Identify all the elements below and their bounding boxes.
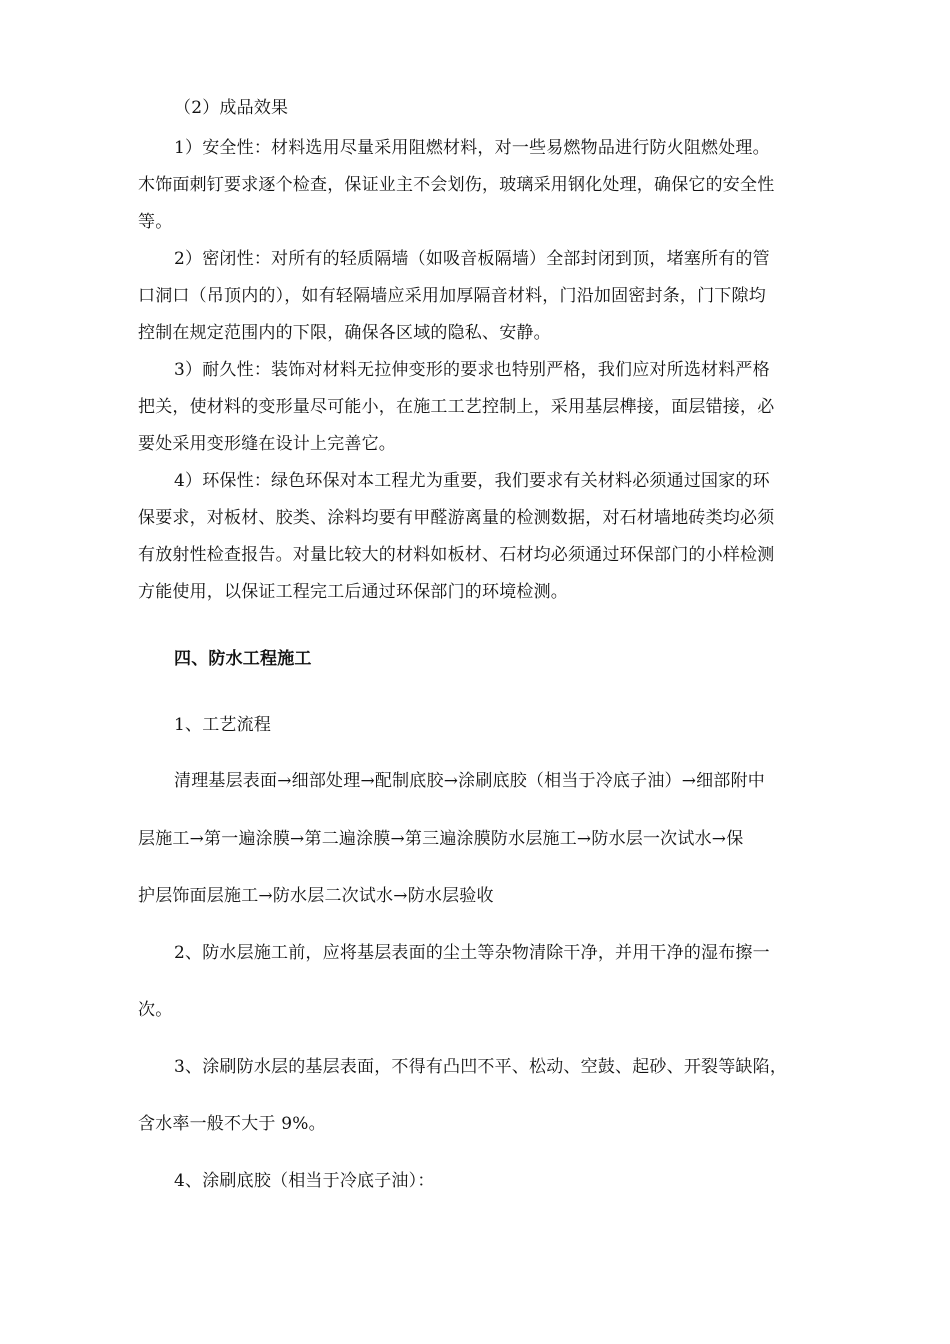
paragraph-line: 有放射性检查报告。对量比较大的材料如板材、石材均必须通过环保部门的小样检测 — [138, 545, 775, 565]
paragraph-line: 控制在规定范围内的下限，确保各区域的隐私、安静。 — [138, 323, 551, 343]
paragraph-line: 等。 — [138, 212, 173, 232]
step-title: 1、工艺流程 — [174, 715, 272, 735]
paragraph-line: 把关，使材料的变形量尽可能小，在施工工艺控制上，采用基层榫接，面层错接，必 — [138, 397, 775, 417]
paragraph-line: 2）密闭性：对所有的轻质隔墙（如吸音板隔墙）全部封闭到顶，堵塞所有的管 — [174, 249, 770, 269]
paragraph-line: 4）环保性：绿色环保对本工程尤为重要，我们要求有关材料必须通过国家的环 — [174, 471, 770, 491]
flow-line: 护层饰面层施工→防水层二次试水→防水层验收 — [138, 886, 494, 906]
paragraph-line: 次。 — [138, 1000, 173, 1020]
paragraph-line: 含水率一般不大于 9%。 — [138, 1114, 326, 1134]
paragraph-line: 方能使用，以保证工程完工后通过环保部门的环境检测。 — [138, 582, 568, 602]
subsection-heading: （2）成品效果 — [174, 98, 289, 118]
paragraph-line: 2、防水层施工前，应将基层表面的尘土等杂物清除干净，并用干净的湿布擦一 — [174, 943, 770, 963]
section-title: 四、防水工程施工 — [174, 649, 312, 669]
paragraph-line: 口洞口（吊顶内的），如有轻隔墙应采用加厚隔音材料，门沿加固密封条，门下隙均 — [138, 286, 766, 306]
paragraph-line: 木饰面刺钉要求逐个检查，保证业主不会划伤，玻璃采用钢化处理，确保它的安全性 — [138, 175, 775, 195]
flow-line: 层施工→第一遍涂膜→第二遍涂膜→第三遍涂膜防水层施工→防水层一次试水→保 — [138, 829, 744, 849]
flow-line: 清理基层表面→细部处理→配制底胶→涂刷底胶（相当于冷底子油）→细部附中 — [174, 771, 765, 791]
paragraph-line: 3、涂刷防水层的基层表面，不得有凸凹不平、松动、空鼓、起砂、开裂等缺陷， — [174, 1057, 788, 1077]
paragraph-line: 1）安全性：材料选用尽量采用阻燃材料，对一些易燃物品进行防火阻燃处理。 — [174, 138, 770, 158]
paragraph-line: 保要求，对板材、胶类、涂料均要有甲醛游离量的检测数据，对石材墙地砖类均必须 — [138, 508, 775, 528]
paragraph-line: 4、涂刷底胶（相当于冷底子油）： — [174, 1171, 435, 1191]
paragraph-line: 要处采用变形缝在设计上完善它。 — [138, 434, 396, 454]
paragraph-line: 3）耐久性：装饰对材料无拉伸变形的要求也特别严格，我们应对所选材料严格 — [174, 360, 770, 380]
